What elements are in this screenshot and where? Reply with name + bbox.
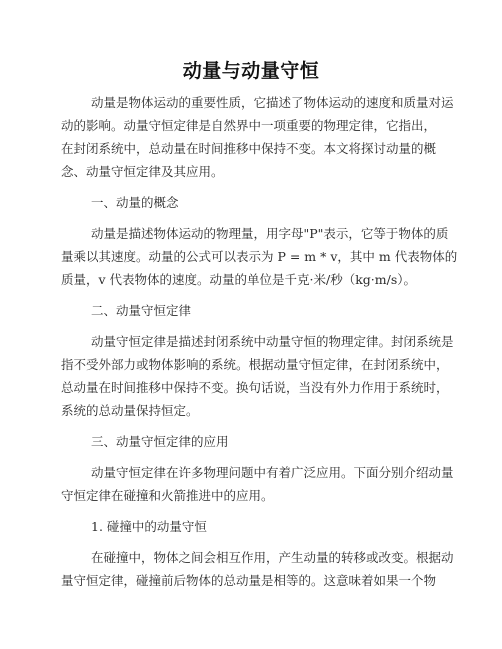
section1-line-1: 动量是描述物体运动的物理量，用字母"P"表示，它等于物体的质 [91,226,449,241]
section-heading-2: 二、动量守恒定律 [91,303,192,318]
section-heading-3: 三、动量守恒定律的应用 [91,434,229,449]
section3-line-1: 动量守恒定律在许多物理问题中有着广泛应用。下面分别介绍动量 [91,465,454,480]
intro-line-1: 动量是物体运动的重要性质，它描述了物体运动的速度和质量对运 [91,95,454,110]
section2-line-4: 系统的总动量保持恒定。 [61,403,199,418]
section2-line-1: 动量守恒定律是描述封闭系统中动量守恒的物理定律。封闭系统是 [91,334,454,349]
subsection-heading-1: 1. 碰撞中的动量守恒 [91,519,207,534]
section2-line-3: 总动量在时间推移中保持不变。换句话说，当没有外力作用于系统时， [61,380,449,395]
document-title: 动量与动量守恒 [182,60,320,82]
intro-line-4: 念、动量守恒定律及其应用。 [61,164,224,179]
intro-line-2: 动的影响。动量守恒定律是自然界中一项重要的物理定律，它指出， [61,118,437,133]
intro-line-3: 在封闭系统中，总动量在时间推移中保持不变。本文将探讨动量的概 [61,141,437,156]
section3-line-2: 守恒定律在碰撞和火箭推进中的应用。 [61,488,274,503]
subsection1-line-2: 量守恒定律，碰撞前后物体的总动量是相等的。这意味着如果一个物 [61,573,437,588]
section2-line-2: 指不受外部力或物体影响的系统。根据动量守恒定律，在封闭系统中， [61,357,449,372]
subsection1-line-1: 在碰撞中，物体之间会相互作用，产生动量的转移或改变。根据动 [91,550,454,565]
section-heading-1: 一、动量的概念 [91,195,179,210]
section1-line-3: 质量，v 代表物体的速度。动量的单位是千克·米/秒（kg·m/s）。 [61,272,416,287]
section1-line-2: 量乘以其速度。动量的公式可以表示为 P = m * v，其中 m 代表物体的 [61,249,458,264]
